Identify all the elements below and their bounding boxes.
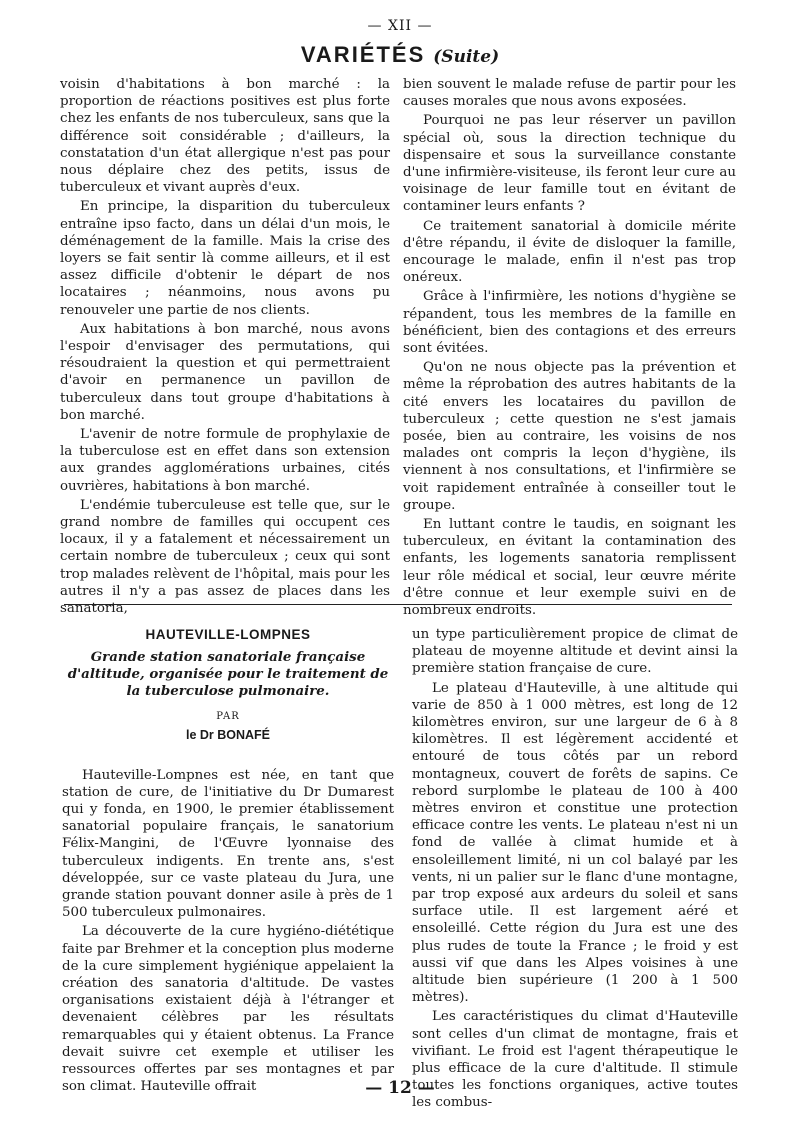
paragraph: voisin d'habitations à bon marché : la proportion de réactions positives est plus forte chez les enfants de nos tuberculeux, sans que la différence soit considérable ; d'ailleurs, la constatation d'un état allergique n'est pas pour nous déplaire chez des petits, issus de tuberculeux et vivant auprès d'eux. xyxy=(60,77,390,196)
paragraph: En luttant contre le taudis, en soignant les tuberculeux, en évitant la contamination des enfants, les logements sanatoria remplissent leur rôle médical et social, leur œuvre mérite d'être connue et leur exemple suivi en de nombreux endroits. xyxy=(403,517,736,619)
paragraph: Aux habitations à bon marché, nous avons l'espoir d'envisager des permutations, qui résoudraient la question et qui permettraient d'avoir en permanence un pavillon de tuberculeux dans tout groupe d'habitations à bon marché. xyxy=(60,321,390,423)
paragraph: Qu'on ne nous objecte pas la prévention et même la réprobation des autres habitants de la cité envers les locataires du pavillon de tuberculeux ; cette question ne s'est jamais posée, bien au contraire, les voisins de nos malades ont compris la leçon d'hygiène, ils viennent à nos consultations, et l'infirmière se voit rapidement entraînée à conseiller tout le groupe. xyxy=(403,360,736,513)
top-right-column xyxy=(403,76,736,621)
paragraph: un type particulièrement propice de climat de plateau de moyenne altitude et devint ainsi la première station française de cure. xyxy=(412,627,738,677)
paragraph: Ce traitement sanatorial à domicile mérite d'être répandu, il évite de disloquer la famille, encourage le malade, enfin il n'est pas trop onéreux. xyxy=(403,218,736,286)
paragraph: bien souvent le malade refuse de partir pour les causes morales que nous avons exposées. xyxy=(403,77,736,110)
paragraph: En principe, la disparition du tuberculeux entraîne ipso facto, dans un délai d'un mois, le déménagement de la famille. Mais la crise des loyers se fait sentir là comme ailleurs, et il est assez difficile d'obtenir le départ de nos locataires ; néanmoins, nous avons pu renouveler une partie de nos clients. xyxy=(60,199,390,318)
section-heading xyxy=(0,42,800,68)
paragraph: L'avenir de notre formule de prophylaxie de la tuberculose est en effet dans son extension aux grandes agglomérations urbaines, cités ouvrières, habitations à bon marché. xyxy=(60,427,390,494)
paragraph: Le plateau d'Hauteville, à une altitude qui varie de 850 à 1 000 mètres, est long de 12 kilomètres environ, sur une largeur de 6 à 8 kilomètres. Il est légèrement accidenté et entouré de tous côtés par un rebord montagneux, couvert de forêts de sapins. Ce rebord surplombe le plateau de 100 à 400 mètres environ et constitue une protection efficace contre les vents. Le plateau n'est ni un fond de vallée à climat humide et à ensoleillement limité, ni un col balayé par les vents, ni un palier sur le flanc d'une montagne, par trop exposé aux ardeurs du soleil et sans surface utile. Il est largement aéré et ensoleillé. Cette région du Jura est une des plus rudes de toute la France ; le froid y est aussi vif que dans les Alpes voisines à une altitude bien supérieure (1 200 à 1 500 mètres). xyxy=(412,680,738,1006)
article-title: HAUTEVILLE-LOMPNES xyxy=(145,627,311,642)
article-par: PAR xyxy=(216,711,240,723)
page-number: — 12 — xyxy=(365,1078,435,1098)
paragraph: L'endémie tuberculeuse est telle que, sur le grand nombre de familles qui occupent ces locaux, il y a fatalement et nécessairement un certain nombre de tuberculeux ; ceux qui sont trop malades relèvent de l'hôpital, mais pour les autres il n'y a pas assez de places dans les sanatoria, xyxy=(60,497,390,617)
paragraph: Pourquoi ne pas leur réserver un pavillon spécial où, sous la direction technique du dispensaire et sous la surveillance constante d'une infirmière-visiteuse, ils feront leur cure au voisinage de leur famille tout en évitant de contaminer leurs enfants ? xyxy=(403,113,736,215)
paragraph: Les caractéristiques du climat d'Hauteville sont celles d'un climat de montagne, frais et vivifiant. Le froid est l'agent thérapeutique le plus efficace de la cure d'altitude. Il stimule toutes les fonctions organiques, active toutes les combus- xyxy=(412,1009,738,1111)
paragraph: Grâce à l'infirmière, les notions d'hygiène se répandent, tous les membres de la famille en bénéficient, bien des contagions et des erreurs sont évitées. xyxy=(403,289,736,357)
bottom-left-column xyxy=(62,626,394,1097)
article-author: le Dr BONAFÉ xyxy=(185,728,271,743)
bottom-right-column xyxy=(412,626,738,1114)
top-left-column xyxy=(60,76,390,619)
article-subtitle: Grande station sanatoriale française d'altitude, organisée pour le traitement de la tuberculose pulmonaire. xyxy=(67,649,389,700)
section-divider xyxy=(64,604,732,605)
page-roman-numeral: — XII — xyxy=(367,18,433,34)
section-title: VARIÉTÉS xyxy=(300,42,426,67)
section-suffix: (Suite) xyxy=(433,47,500,67)
paragraph: La découverte de la cure hygiéno-diététique faite par Brehmer et la conception plus moderne de la cure simplement hygiénique appelaient la création des sanatoria d'altitude. De vastes organisations existaient déjà à l'étranger et devenaient célèbres par les résultats remarquables qui y étaient obtenus. La France devait suivre cet exemple et utiliser les ressources offertes par ses montagnes et par son climat. Hauteville offrait xyxy=(62,924,394,1095)
paragraph: Hauteville-Lompnes est née, en tant que station de cure, de l'initiative du Dr Dumarest qui y fonda, en 1900, le premier établissement sanatorial populaire français, le sanatorium Félix-Mangini, de l'Œuvre lyonnaise des tuberculeux indigents. En trente ans, s'est développée, sur ce vaste plateau du Jura, une grande station pouvant donner asile à près de 1 500 tuberculeux pulmonaires. xyxy=(62,767,394,921)
